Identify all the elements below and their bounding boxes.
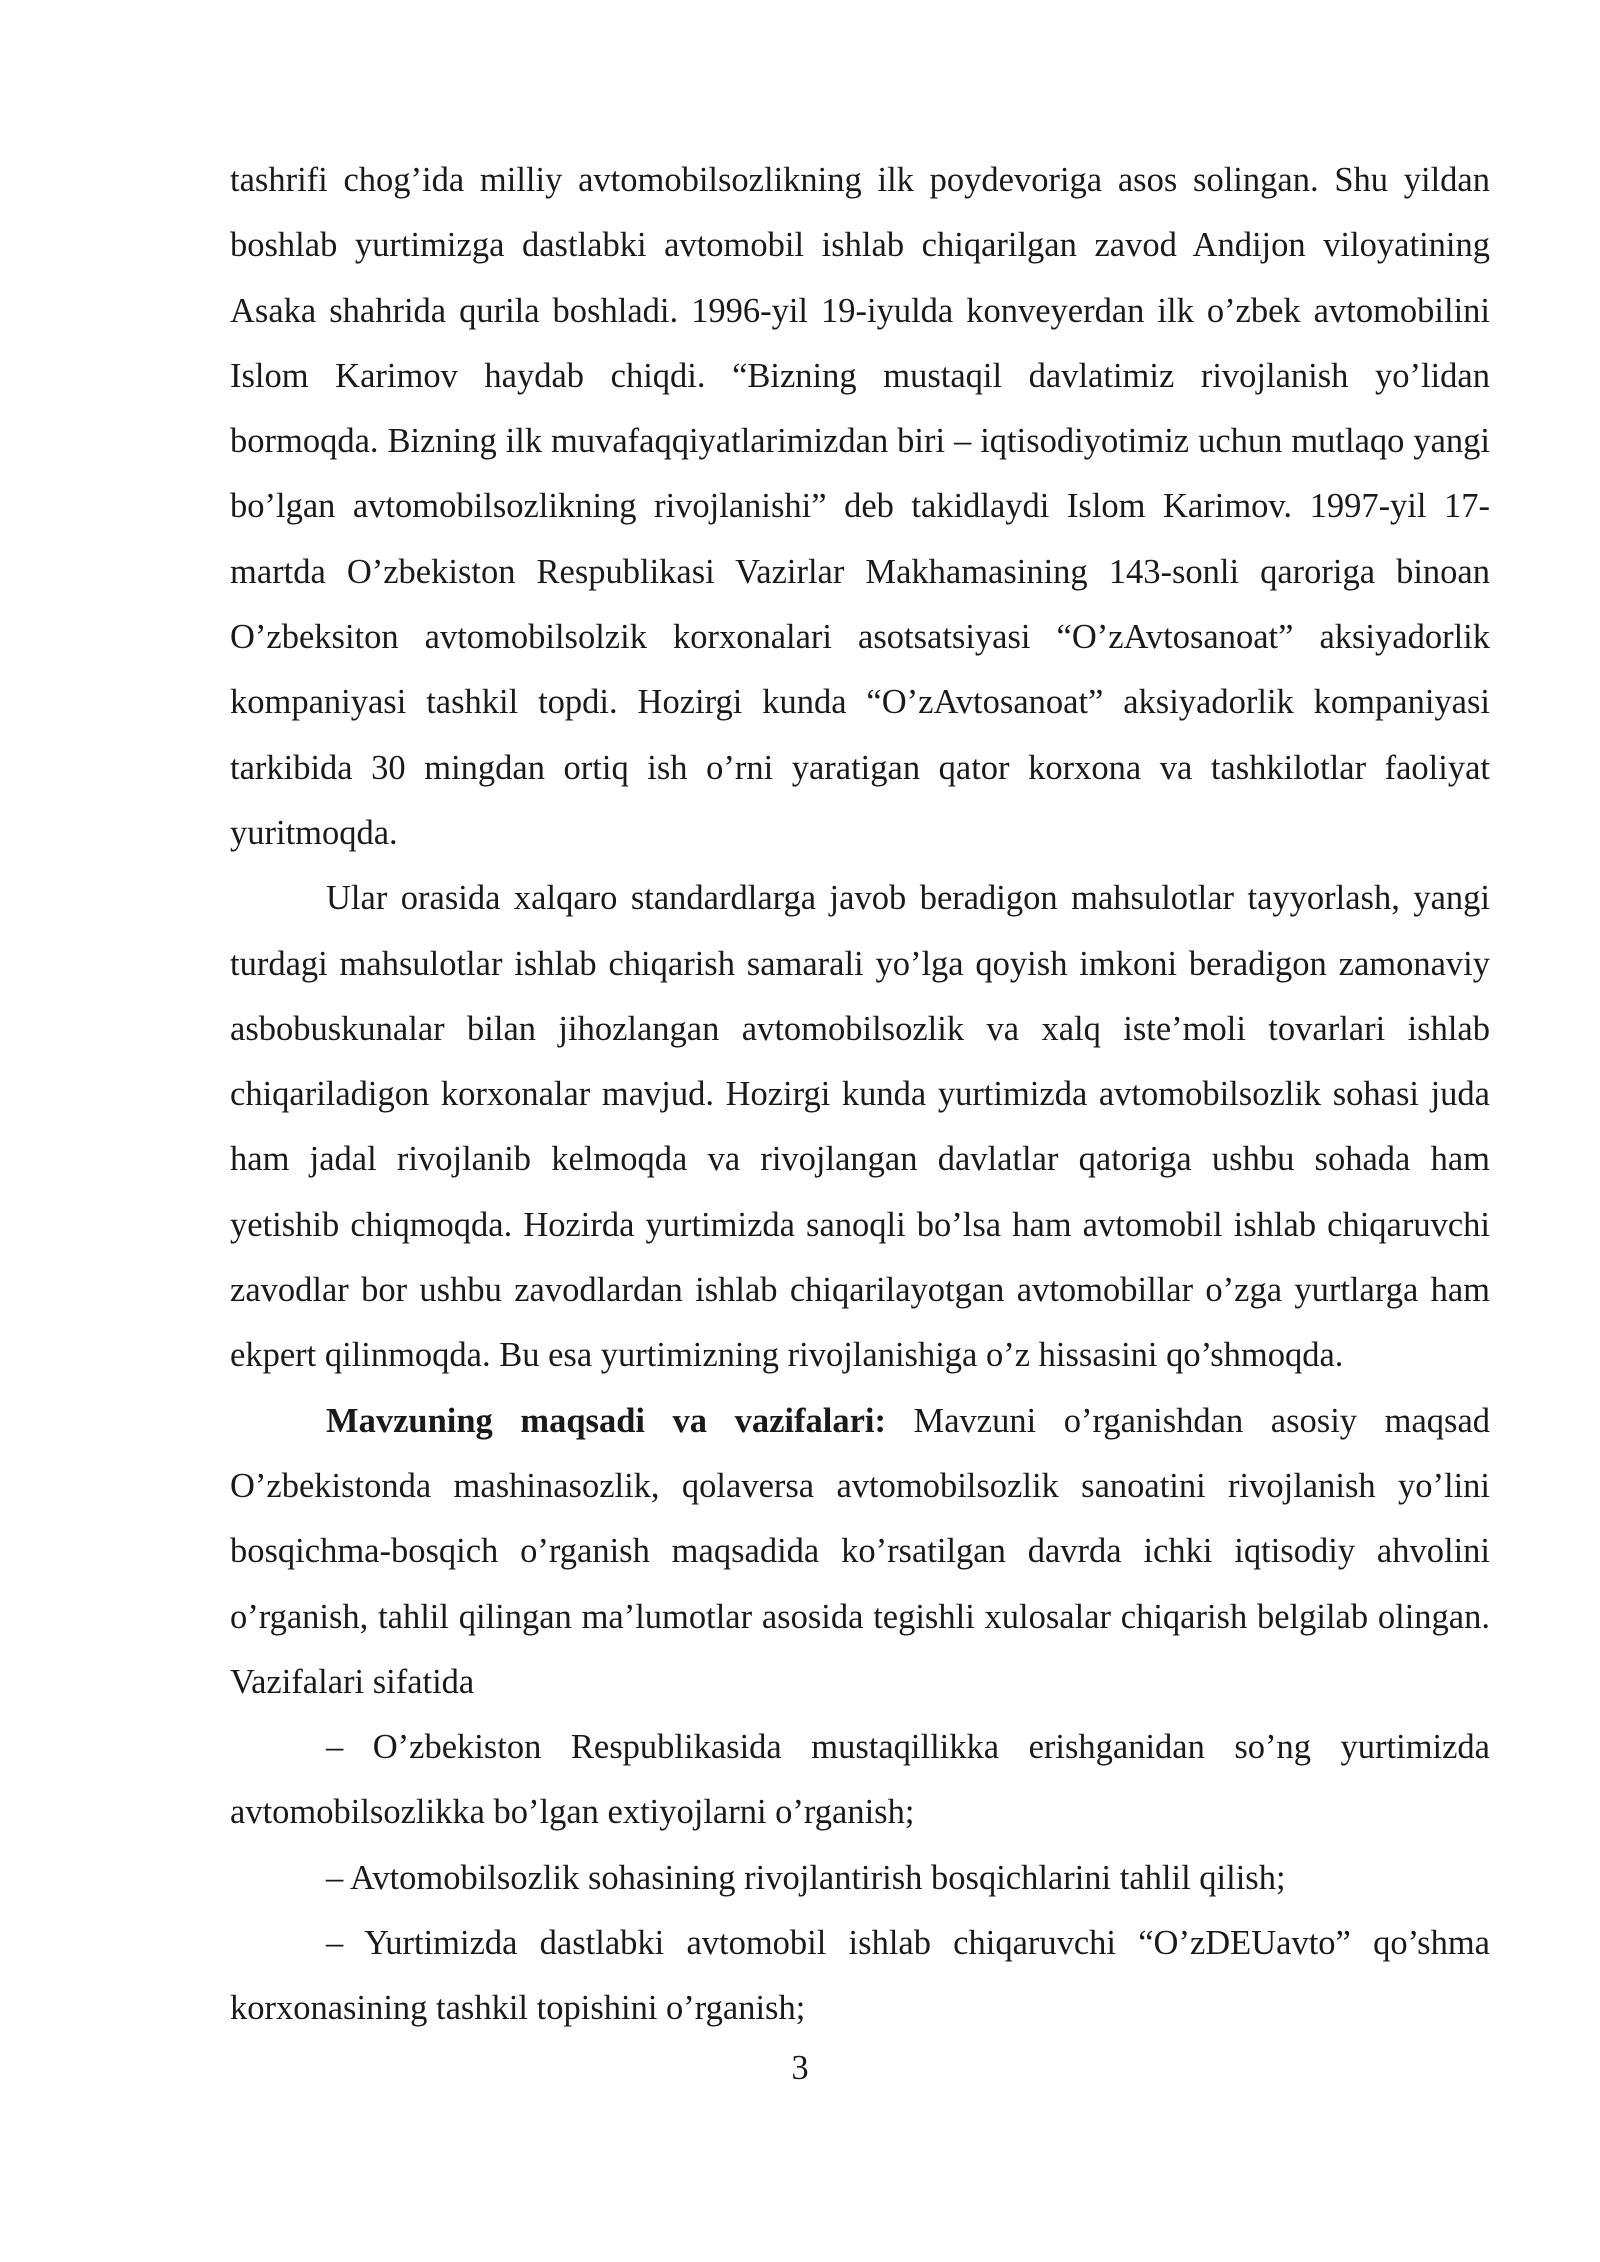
paragraph-2: Ular orasida xalqaro standardlarga javob beradigon mahsulotlar tayyorlash, yangi turdagi mahsulotlar ishlab chiqarish samarali yo’lga qoyish imkoni beradigon zamonaviy asbobuskunalar bilan jihozlangan avtomobilsozlik va xalq iste’moli tovarlari ishlab chiqariladigon korxonalar mavjud. Hozirgi kunda yurtimizda avtomobilsozlik sohasi juda ham jadal rivojlanib kelmoqda va rivojlangan davlatlar qatoriga ushbu sohada ham yetishib chiqmoqda. Hozirda yurtimizda sanoqli bo’lsa ham avtomobil ishlab chiqaruvchi zavodlar bor ushbu zavodlardan ishlab chiqarilayotgan avtomobillar o’zga yurtlarga ham ekpert qilinmoqda. Bu esa yurtimizning rivojlanishiga o’z hissasini qo’shmoqda. <box>230 879 1490 1375</box>
paragraph-3-text: Mavzuni o’rganishdan asosiy maqsad O’zbekistonda mashinasozlik, qolaversa avtomobilsozlik sanoatini rivojlanish yo’lini bosqichma-bosqich o’rganish maqsadida ko’rsatilgan davrda ichki iqtisodiy ahvolini o’rganish, tahlil qilingan ma’lumotlar asosida tegishli xulosalar chiqarish belgilab olingan. Vazifalari sifatida <box>230 1401 1525 1701</box>
page-number: 3 <box>791 2049 809 2087</box>
document-page <box>230 148 1525 2042</box>
list-item-2: – Avtomobilsozlik sohasining rivojlantirish bosqichlarini tahlil qilish; <box>326 1858 1286 1897</box>
paragraph-1: tashrifi chog’ida milliy avtomobilsozlikning ilk poydevoriga asos solingan. Shu yildan boshlab yurtimizga dastlabki avtomobil ishlab chiqarilgan zavod Andijon viloyatining Asaka shahrida qurila boshladi. 1996-yil 19-iyulda konveyerdan ilk o’zbek avtomobilini Islom Karimov haydab chiqdi. “Bizning mustaqil davlatimiz rivojlanish yo’lidan bormoqda. Bizning ilk muvafaqqiyatlarimizdan biri – iqtisodiyotimiz uchun mutlaqo yangi bo’lgan avtomobilsozlikning rivojlanishi” deb takidlaydi Islom Karimov. 1997-yil 17-martda O’zbekiston Respublikasi Vazirlar Makhamasining 143-sonli qaroriga binoan O’zbeksiton avtomobilsolzik korxonalari asotsatsiyasi “O’zAvtosanoat” aksiyadorlik kompaniyasi tashkil topdi. Hozirgi kunda “O’zAvtosanoat” aksiyadorlik kompaniyasi tarkibida 30 mingdan ortiq ish o’rni yaratigan qator korxona va tashkilotlar faoliyat yuritmoqda. <box>230 161 1490 852</box>
list-item-3: – Yurtimizda dastlabki avtomobil ishlab chiqaruvchi “O’zDEUavto” qo’shma korxonasining tashkil topishini o’rganish; <box>230 1924 1490 2028</box>
paragraph-3-bold-lead: Mavzuning maqsadi va vazifalari: <box>326 1401 886 1440</box>
list-item-1: – O’zbekiston Respublikasida mustaqillikka erishganidan so’ng yurtimizda avtomobilsozlikka bo’lgan extiyojlarni o’rganish; <box>230 1728 1490 1832</box>
paragraph-3 <box>230 1389 1525 1715</box>
